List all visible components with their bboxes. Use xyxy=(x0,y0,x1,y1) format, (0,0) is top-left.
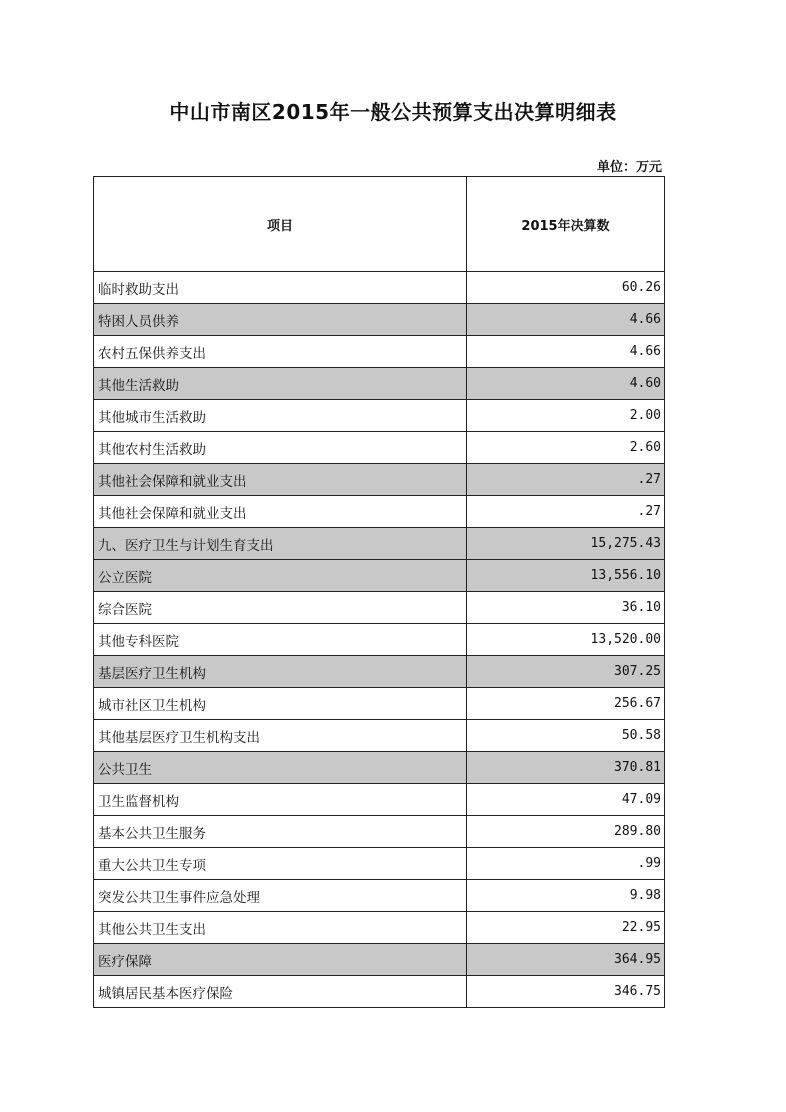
row-amount-value: 22.95 xyxy=(467,912,665,944)
row-item-name: 其他专科医院 xyxy=(94,624,467,656)
table-row xyxy=(94,976,665,1008)
table-row xyxy=(94,432,665,464)
row-item-name: 其他公共卫生支出 xyxy=(94,912,467,944)
row-amount-value: 256.67 xyxy=(467,688,665,720)
row-item-name: 其他基层医疗卫生机构支出 xyxy=(94,720,467,752)
table-row xyxy=(94,560,665,592)
table-row xyxy=(94,848,665,880)
row-item-name: 公立医院 xyxy=(94,560,467,592)
row-amount-value: 9.98 xyxy=(467,880,665,912)
row-amount-value: 4.66 xyxy=(467,336,665,368)
row-item-name: 农村五保供养支出 xyxy=(94,336,467,368)
row-amount-value: 370.81 xyxy=(467,752,665,784)
table-row xyxy=(94,272,665,304)
row-amount-value: 2.60 xyxy=(467,432,665,464)
row-amount-value: 346.75 xyxy=(467,976,665,1008)
row-amount-value: 307.25 xyxy=(467,656,665,688)
table-row xyxy=(94,752,665,784)
row-item-name: 综合医院 xyxy=(94,592,467,624)
row-item-name: 特困人员供养 xyxy=(94,304,467,336)
row-item-name: 医疗保障 xyxy=(94,944,467,976)
table-row xyxy=(94,496,665,528)
budget-table xyxy=(93,176,665,1008)
table-row xyxy=(94,880,665,912)
row-amount-value: 4.60 xyxy=(467,368,665,400)
row-item-name: 卫生监督机构 xyxy=(94,784,467,816)
page-title: 中山市南区2015年一般公共预算支出决算明细表 xyxy=(169,100,617,124)
table-row xyxy=(94,624,665,656)
row-amount-value: .27 xyxy=(467,496,665,528)
row-item-name: 九、医疗卫生与计划生育支出 xyxy=(94,528,467,560)
row-item-name: 基层医疗卫生机构 xyxy=(94,656,467,688)
table-header-row xyxy=(94,177,665,272)
row-amount-value: 47.09 xyxy=(467,784,665,816)
row-item-name: 重大公共卫生专项 xyxy=(94,848,467,880)
table-row xyxy=(94,816,665,848)
table-row xyxy=(94,368,665,400)
row-amount-value: 289.80 xyxy=(467,816,665,848)
row-item-name: 突发公共卫生事件应急处理 xyxy=(94,880,467,912)
column-header-amount: 2015年决算数 xyxy=(467,177,665,272)
table-row xyxy=(94,336,665,368)
row-item-name: 其他社会保障和就业支出 xyxy=(94,496,467,528)
table-body xyxy=(94,272,665,1008)
row-item-name: 其他农村生活救助 xyxy=(94,432,467,464)
table-row xyxy=(94,400,665,432)
row-item-name: 其他城市生活救助 xyxy=(94,400,467,432)
column-header-item: 项目 xyxy=(94,177,467,272)
unit-label: 单位：万元 xyxy=(596,160,662,175)
row-item-name: 基本公共卫生服务 xyxy=(94,816,467,848)
row-item-name: 城镇居民基本医疗保险 xyxy=(94,976,467,1008)
row-amount-value: 4.66 xyxy=(467,304,665,336)
row-item-name: 其他社会保障和就业支出 xyxy=(94,464,467,496)
table-row xyxy=(94,912,665,944)
row-amount-value: .27 xyxy=(467,464,665,496)
row-amount-value: 15,275.43 xyxy=(467,528,665,560)
row-item-name: 临时救助支出 xyxy=(94,272,467,304)
row-amount-value: 2.00 xyxy=(467,400,665,432)
row-item-name: 公共卫生 xyxy=(94,752,467,784)
table-row xyxy=(94,944,665,976)
table-row xyxy=(94,592,665,624)
row-amount-value: 13,520.00 xyxy=(467,624,665,656)
table-row xyxy=(94,304,665,336)
row-amount-value: 36.10 xyxy=(467,592,665,624)
table-row xyxy=(94,688,665,720)
table-row xyxy=(94,784,665,816)
row-item-name: 其他生活救助 xyxy=(94,368,467,400)
row-amount-value: .99 xyxy=(467,848,665,880)
row-amount-value: 60.26 xyxy=(467,272,665,304)
table-row xyxy=(94,464,665,496)
row-amount-value: 50.58 xyxy=(467,720,665,752)
row-amount-value: 364.95 xyxy=(467,944,665,976)
table-row xyxy=(94,656,665,688)
table-row xyxy=(94,528,665,560)
table-row xyxy=(94,720,665,752)
row-amount-value: 13,556.10 xyxy=(467,560,665,592)
row-item-name: 城市社区卫生机构 xyxy=(94,688,467,720)
